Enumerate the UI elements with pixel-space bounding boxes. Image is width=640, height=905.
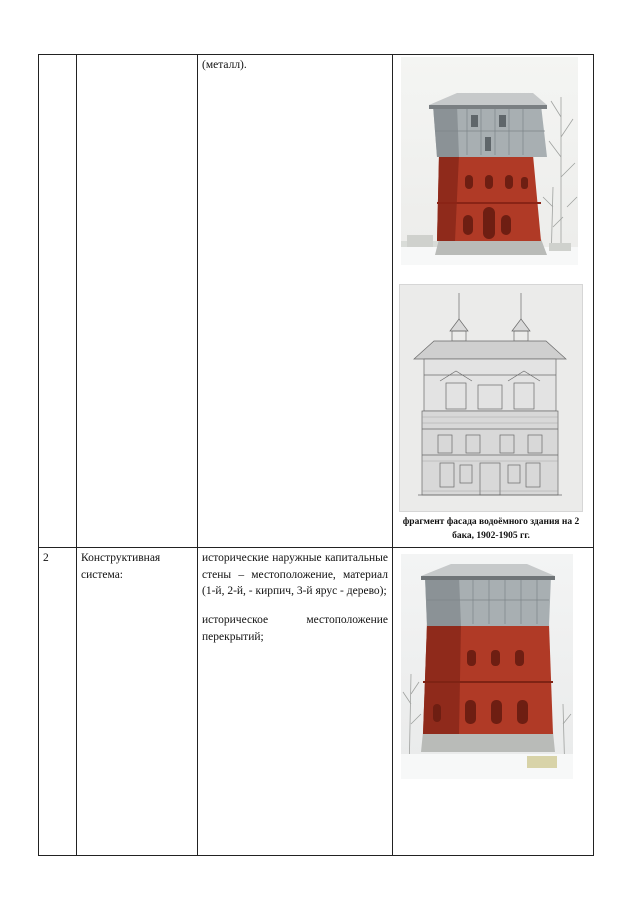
water-tower-photo-angle bbox=[401, 554, 573, 779]
description-cell bbox=[198, 548, 393, 856]
element-cell: Конструктивная система: bbox=[77, 548, 198, 856]
table-row bbox=[39, 548, 594, 856]
facade-drawing bbox=[399, 284, 583, 512]
features-table bbox=[38, 54, 594, 856]
description-paragraph: историческое местоположение перекрытий; bbox=[202, 614, 388, 643]
row-number-cell bbox=[39, 55, 77, 548]
description-paragraph: исторические наружные капитальные стены – местоположение, материал (1-й, 2-й, - кирпич, 3-й ярус - дерево); bbox=[202, 552, 388, 598]
water-tower-photo-winter bbox=[401, 57, 578, 265]
element-cell bbox=[77, 55, 198, 548]
photo-caption: фрагмент фасада водоёмного здания на 2 бака, 1902-1905 гг. bbox=[402, 517, 580, 541]
illustration-cell bbox=[393, 548, 594, 856]
description-text: (металл). bbox=[202, 59, 247, 71]
table-row bbox=[39, 55, 594, 548]
illustration-cell bbox=[393, 55, 594, 548]
description-cell bbox=[198, 55, 393, 548]
row-number-cell: 2 bbox=[39, 548, 77, 856]
